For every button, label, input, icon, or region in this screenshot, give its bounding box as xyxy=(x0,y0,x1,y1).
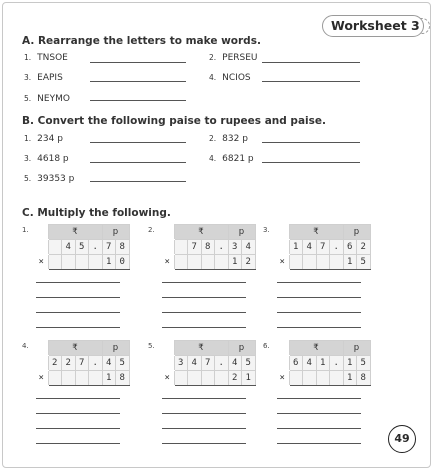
multiplicand-digit: 5 xyxy=(116,356,130,371)
item-number: 2. xyxy=(209,134,217,143)
times-sign: × xyxy=(35,371,49,386)
scrambled-word: TNSOE xyxy=(37,53,68,63)
multiplicand-digit: 8 xyxy=(201,240,215,255)
multiplier-digit xyxy=(89,371,103,386)
working-line[interactable] xyxy=(162,282,246,283)
section-b-item-1 xyxy=(24,134,63,144)
multiplier-digit xyxy=(215,371,229,386)
working-line[interactable] xyxy=(36,428,120,429)
answer-line[interactable] xyxy=(90,162,186,163)
rupee-column-header: ₹ xyxy=(174,341,228,356)
multiplier-digit: 2 xyxy=(228,371,242,386)
paise-value: 234 p xyxy=(37,134,63,144)
section-a-item-4 xyxy=(209,73,251,83)
multiplicand-digit: 6 xyxy=(343,240,357,255)
grid-corner xyxy=(161,341,175,356)
multiplier-digit: 2 xyxy=(242,255,256,270)
multiplier-digit: 5 xyxy=(357,255,371,270)
multiplier-digit: 1 xyxy=(102,371,116,386)
multiplier-digit xyxy=(289,371,303,386)
multiplier-digit: 1 xyxy=(102,255,116,270)
rupee-column-header: ₹ xyxy=(48,341,102,356)
working-line[interactable] xyxy=(36,282,120,283)
problem-number: 6. xyxy=(263,342,270,350)
multiplicand-digit: 7 xyxy=(75,356,89,371)
times-sign: × xyxy=(161,371,175,386)
problem-number: 2. xyxy=(148,226,155,234)
multiplicand-digit: 5 xyxy=(242,356,256,371)
multiplicand-digit: . xyxy=(215,240,229,255)
section-b-heading: B. Convert the following paise to rupees and paise. xyxy=(22,115,326,127)
section-b-item-4 xyxy=(209,154,254,164)
multiplication-grid xyxy=(275,340,371,386)
working-line[interactable] xyxy=(277,428,361,429)
multiplicand-digit: 4 xyxy=(102,356,116,371)
multiplicand-digit: 7 xyxy=(316,240,330,255)
multiplier-digit: 1 xyxy=(228,255,242,270)
working-line[interactable] xyxy=(277,398,361,399)
multiplier-digit: 1 xyxy=(343,255,357,270)
paise-column-header: p xyxy=(343,225,370,240)
multiplicand-digit: . xyxy=(89,356,103,371)
grid-corner xyxy=(161,225,175,240)
multiplicand-digit: 8 xyxy=(116,240,130,255)
item-number: 2. xyxy=(209,53,217,62)
section-b-item-5 xyxy=(24,174,74,184)
multiplier-digit xyxy=(215,255,229,270)
multiplicand-digit: 6 xyxy=(289,356,303,371)
problem-number: 5. xyxy=(148,342,155,350)
multiplicand-digit: 1 xyxy=(289,240,303,255)
answer-line[interactable] xyxy=(90,181,186,182)
item-number: 1. xyxy=(24,53,32,62)
working-line[interactable] xyxy=(162,398,246,399)
row-label xyxy=(161,356,175,371)
times-sign: × xyxy=(161,255,175,270)
paise-column-header: p xyxy=(102,341,129,356)
paise-column-header: p xyxy=(228,341,255,356)
section-c-heading: C. Multiply the following. xyxy=(22,207,171,219)
multiplicand-digit: . xyxy=(330,240,344,255)
working-line[interactable] xyxy=(162,297,246,298)
multiplier-digit xyxy=(303,371,317,386)
multiplicand-digit: 7 xyxy=(102,240,116,255)
grid-corner xyxy=(276,341,290,356)
working-line[interactable] xyxy=(162,443,246,444)
working-line[interactable] xyxy=(36,297,120,298)
multiplicand-digit: 4 xyxy=(303,356,317,371)
scrambled-word: NEYMO xyxy=(37,94,70,104)
multiplier-digit: 1 xyxy=(343,371,357,386)
grid-corner xyxy=(35,225,49,240)
answer-line[interactable] xyxy=(262,81,360,82)
multiplicand-digit: 7 xyxy=(188,240,202,255)
rupee-column-header: ₹ xyxy=(289,225,343,240)
multiplier-digit xyxy=(201,371,215,386)
multiplier-digit xyxy=(330,255,344,270)
paise-column-header: p xyxy=(343,341,370,356)
problem-number: 4. xyxy=(22,342,29,350)
section-a-heading: A. Rearrange the letters to make words. xyxy=(22,35,261,47)
multiplier-digit xyxy=(330,371,344,386)
multiplicand-digit: . xyxy=(215,356,229,371)
paise-value: 4618 p xyxy=(37,154,69,164)
multiplier-digit: 8 xyxy=(357,371,371,386)
multiplier-digit xyxy=(303,255,317,270)
section-a-item-3 xyxy=(24,73,63,83)
scrambled-word: PERSEU xyxy=(222,53,258,63)
multiplicand-digit: . xyxy=(330,356,344,371)
multiplier-digit xyxy=(48,371,62,386)
paise-column-header: p xyxy=(228,225,255,240)
working-line[interactable] xyxy=(36,398,120,399)
multiplication-grid xyxy=(34,340,130,386)
multiplicand-digit: 3 xyxy=(228,240,242,255)
multiplicand-digit: 4 xyxy=(303,240,317,255)
multiplicand-digit: 3 xyxy=(174,356,188,371)
working-line[interactable] xyxy=(162,428,246,429)
times-sign: × xyxy=(35,255,49,270)
multiplicand-digit: 5 xyxy=(75,240,89,255)
multiplicand-digit: 2 xyxy=(357,240,371,255)
answer-line[interactable] xyxy=(90,81,186,82)
section-a-item-1 xyxy=(24,53,68,63)
row-label xyxy=(161,240,175,255)
multiplier-digit xyxy=(188,255,202,270)
working-line[interactable] xyxy=(36,443,120,444)
problem-number: 1. xyxy=(22,226,29,234)
multiplier-digit xyxy=(174,371,188,386)
multiplier-digit: 0 xyxy=(116,255,130,270)
multiplier-digit xyxy=(48,255,62,270)
page-number: 49 xyxy=(388,425,416,453)
multiplication-grid xyxy=(160,224,256,270)
multiplicand-digit: 1 xyxy=(343,356,357,371)
multiplicand-digit: 2 xyxy=(48,356,62,371)
multiplier-digit xyxy=(289,255,303,270)
working-line[interactable] xyxy=(162,312,246,313)
section-a-item-2 xyxy=(209,53,258,63)
answer-line[interactable] xyxy=(262,162,360,163)
grid-corner xyxy=(35,341,49,356)
working-line[interactable] xyxy=(277,282,361,283)
working-line[interactable] xyxy=(36,413,120,414)
multiplication-grid xyxy=(34,224,130,270)
row-label xyxy=(35,240,49,255)
paise-value: 39353 p xyxy=(37,174,75,184)
working-line[interactable] xyxy=(162,327,246,328)
rupee-column-header: ₹ xyxy=(174,225,228,240)
multiplicand-digit: 4 xyxy=(242,240,256,255)
multiplier-digit xyxy=(75,371,89,386)
multiplicand-digit: 1 xyxy=(316,356,330,371)
multiplicand-digit: 5 xyxy=(357,356,371,371)
times-sign: × xyxy=(276,255,290,270)
scrambled-word: EAPIS xyxy=(37,73,63,83)
multiplier-digit: 1 xyxy=(242,371,256,386)
multiplicand-digit xyxy=(48,240,62,255)
answer-line[interactable] xyxy=(262,142,360,143)
working-line[interactable] xyxy=(277,327,361,328)
multiplier-digit xyxy=(316,371,330,386)
answer-line[interactable] xyxy=(262,62,360,63)
multiplier-digit xyxy=(62,371,76,386)
multiplication-grid xyxy=(275,224,371,270)
multiplicand-digit: 4 xyxy=(188,356,202,371)
rupee-column-header: ₹ xyxy=(289,341,343,356)
scrambled-word: NCIOS xyxy=(222,73,251,83)
paise-value: 832 p xyxy=(222,134,248,144)
multiplier-digit xyxy=(174,255,188,270)
item-number: 4. xyxy=(209,73,217,82)
item-number: 3. xyxy=(24,73,32,82)
row-label xyxy=(276,240,290,255)
item-number: 5. xyxy=(24,94,32,103)
times-sign: × xyxy=(276,371,290,386)
multiplier-digit xyxy=(89,255,103,270)
worksheet-title: Worksheet 3 xyxy=(322,15,424,37)
problem-number: 3. xyxy=(263,226,270,234)
multiplicand-digit: 4 xyxy=(228,356,242,371)
answer-line[interactable] xyxy=(90,100,186,101)
multiplicand-digit: 4 xyxy=(62,240,76,255)
multiplier-digit xyxy=(188,371,202,386)
working-line[interactable] xyxy=(36,312,120,313)
multiplicand-digit: 2 xyxy=(62,356,76,371)
working-line[interactable] xyxy=(162,413,246,414)
section-a-item-5 xyxy=(24,94,70,104)
working-line[interactable] xyxy=(36,327,120,328)
working-line[interactable] xyxy=(277,312,361,313)
rupee-column-header: ₹ xyxy=(48,225,102,240)
multiplicand-digit: . xyxy=(89,240,103,255)
working-line[interactable] xyxy=(277,443,361,444)
working-line[interactable] xyxy=(277,413,361,414)
paise-column-header: p xyxy=(102,225,129,240)
multiplier-digit xyxy=(75,255,89,270)
multiplier-digit: 8 xyxy=(116,371,130,386)
item-number: 1. xyxy=(24,134,32,143)
multiplicand-digit xyxy=(174,240,188,255)
item-number: 5. xyxy=(24,174,32,183)
multiplicand-digit: 7 xyxy=(201,356,215,371)
grid-corner xyxy=(276,225,290,240)
multiplier-digit xyxy=(62,255,76,270)
section-b-item-3 xyxy=(24,154,69,164)
row-label xyxy=(276,356,290,371)
section-b-item-2 xyxy=(209,134,248,144)
answer-line[interactable] xyxy=(90,142,186,143)
multiplier-digit xyxy=(316,255,330,270)
item-number: 3. xyxy=(24,154,32,163)
multiplier-digit xyxy=(201,255,215,270)
item-number: 4. xyxy=(209,154,217,163)
row-label xyxy=(35,356,49,371)
answer-line[interactable] xyxy=(90,62,186,63)
working-line[interactable] xyxy=(277,297,361,298)
multiplication-grid xyxy=(160,340,256,386)
paise-value: 6821 p xyxy=(222,154,254,164)
